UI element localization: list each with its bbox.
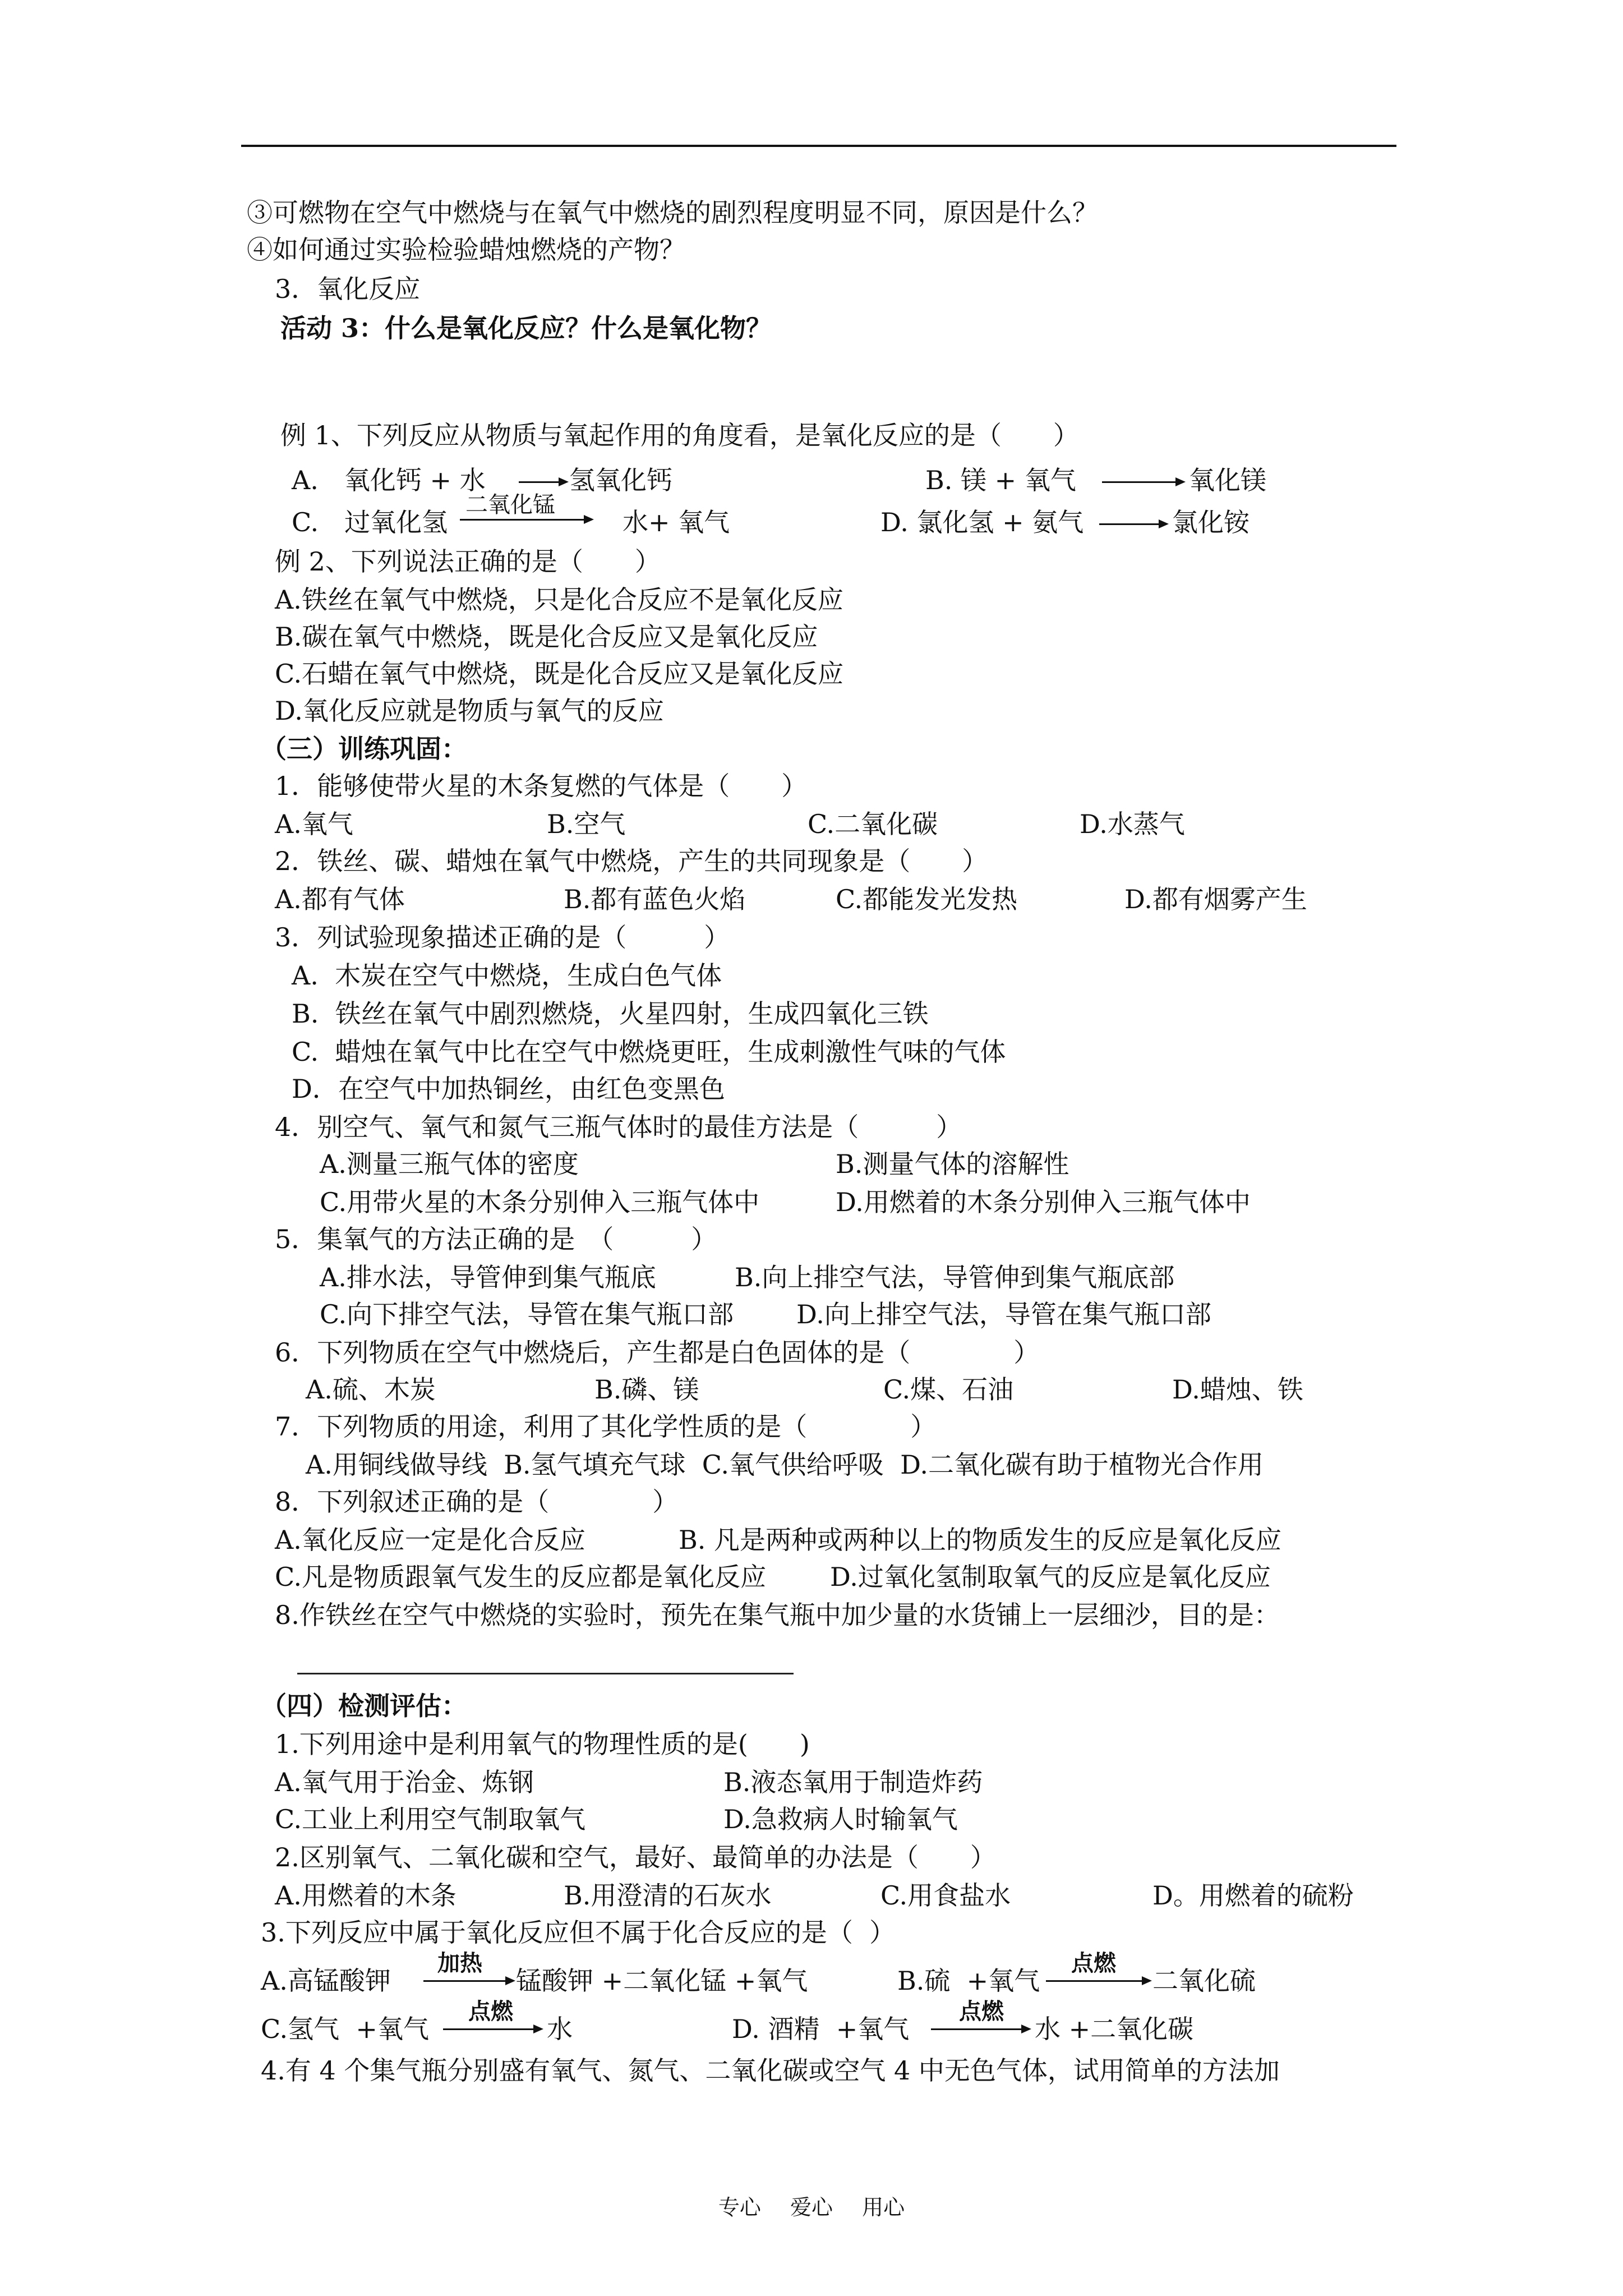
option: C.用食盐水 xyxy=(880,1880,1011,1911)
option-a: A.高锰酸钾 xyxy=(261,1966,391,1996)
question-line: ④如何通过实验检验蜡烛燃烧的产物？ xyxy=(247,234,685,265)
option: B.向上排空气法，导管伸到集气瓶底部 xyxy=(735,1262,1175,1292)
question: 1．能够使带火星的木条复燃的气体是（ ） xyxy=(275,771,808,801)
example-1: 例 1、下列反应从物质与氧起作用的角度看，是氧化反应的是（ ） xyxy=(280,420,1079,450)
example-2: 例 2、下列说法正确的是（ ） xyxy=(275,546,661,577)
option: C.用带火星的木条分别伸入三瓶气体中 xyxy=(320,1187,760,1217)
option: D.急救病人时输氧气 xyxy=(723,1804,958,1834)
question: 1.下列用途中是利用氧气的物理性质的是( ) xyxy=(275,1729,810,1759)
option-a: A. 氧化钙 + 水 xyxy=(292,465,486,495)
option: A. 木炭在空气中燃烧，生成白色气体 xyxy=(292,960,722,991)
option-row: A.用铜线做导线 B.氢气填充气球 C.氧气供给呼吸 D.二氧化碳有助于植物光合作用 xyxy=(306,1450,1264,1480)
option: A.都有气体 xyxy=(275,884,405,914)
option: C.工业上利用空气制取氧气 xyxy=(275,1804,586,1834)
page-footer: 专心 爱心 用心 xyxy=(718,2195,905,2220)
option: B.液态氧用于制造炸药 xyxy=(723,1767,983,1797)
option: C.二氧化碳 xyxy=(808,809,938,839)
option: A.测量三瓶气体的密度 xyxy=(320,1149,579,1179)
option-a-product: 锰酸钾 +二氧化锰 +氧气 xyxy=(516,1966,808,1996)
question: 4.有 4 个集气瓶分别盛有氧气、氮气、二氧化碳或空气 4 中无色气体，试用简单的方法加 xyxy=(261,2055,1280,2086)
option: A.用燃着的木条 xyxy=(275,1880,457,1911)
option: D.过氧化氢制取氧气的反应是氧化反应 xyxy=(830,1562,1271,1592)
question: 6．下列物质在空气中燃烧后，产生都是白色固体的是（ ） xyxy=(275,1337,1040,1368)
option: C.向下排空气法，导管在集气瓶口部 xyxy=(320,1299,734,1329)
question: 3.下列反应中属于氧化反应但不属于化合反应的是（ ） xyxy=(261,1917,896,1948)
option: A.氧气 xyxy=(275,809,353,839)
option-d: D. 酒精 +氧气 xyxy=(732,2014,910,2044)
option-b-product: 氧化镁 xyxy=(1189,465,1266,495)
option-b-product: 二氧化硫 xyxy=(1152,1966,1256,1996)
option-d-product: 氯化铵 xyxy=(1172,507,1249,537)
question: 8.作铁丝在空气中燃烧的实验时，预先在集气瓶中加少量的水货铺上一层细沙，目的是： xyxy=(275,1600,1280,1630)
reaction-arrow xyxy=(443,2028,541,2030)
option-c: C.氢气 +氧气 xyxy=(261,2014,429,2044)
option-b: B. 镁 + 氧气 xyxy=(925,465,1076,495)
option: A.排水法，导管伸到集气瓶底 xyxy=(320,1262,656,1292)
option: D．在空气中加热铜丝，由红色变黑色 xyxy=(292,1074,725,1104)
reaction-condition: 二氧化锰 xyxy=(465,492,555,518)
option: D.氧化反应就是物质与氧气的反应 xyxy=(275,696,664,726)
option: C.石蜡在氧气中燃烧，既是化合反应又是氧化反应 xyxy=(275,659,844,689)
reaction-arrow xyxy=(931,2028,1029,2030)
option: A.氧化反应一定是化合反应 xyxy=(275,1525,585,1555)
option-c-product: 水+ 氧气 xyxy=(623,507,730,537)
reaction-condition: 点燃 xyxy=(1071,1950,1116,1976)
option-c-product: 水 xyxy=(547,2014,573,2044)
answer-blank xyxy=(297,1673,794,1674)
option: C. 蜡烛在氧气中比在空气中燃烧更旺，生成刺激性气味的气体 xyxy=(292,1037,1006,1067)
option: A.氧气用于治金、炼钢 xyxy=(275,1767,534,1797)
option: B.磷、镁 xyxy=(594,1374,699,1405)
option-d: D. 氯化氢 + 氨气 xyxy=(880,507,1084,537)
reaction-condition: 点燃 xyxy=(959,1998,1004,2024)
option-a-product: 氢氧化钙 xyxy=(569,465,672,495)
reaction-arrow xyxy=(1099,523,1166,525)
section-heading: （三）训练巩固： xyxy=(261,734,467,764)
option: D。用燃着的硫粉 xyxy=(1152,1880,1354,1911)
option: C.都能发光发热 xyxy=(836,884,1018,914)
reaction-condition: 点燃 xyxy=(468,1998,513,2024)
question: 3．列试验现象描述正确的是（ ） xyxy=(275,922,730,953)
option: B.空气 xyxy=(547,809,626,839)
option: B. 凡是两种或两种以上的物质发生的反应是氧化反应 xyxy=(679,1525,1282,1555)
reaction-arrow xyxy=(423,1980,513,1982)
option-b: B.硫 +氧气 xyxy=(897,1966,1040,1996)
option: C.凡是物质跟氧气发生的反应都是氧化反应 xyxy=(275,1562,767,1592)
question: 2.区别氧气、二氧化碳和空气，最好、最简单的办法是（ ） xyxy=(275,1842,996,1872)
reaction-condition: 加热 xyxy=(437,1950,482,1976)
question: 8．下列叙述正确的是（ ） xyxy=(275,1487,679,1517)
option: D.蜡烛、铁 xyxy=(1172,1374,1303,1405)
option-d-product: 水 +二氧化碳 xyxy=(1035,2014,1194,2044)
option-c: C. 过氧化氢 xyxy=(292,507,448,537)
option: A.铁丝在氧气中燃烧，只是化合反应不是氧化反应 xyxy=(275,585,843,615)
option: C.煤、石油 xyxy=(883,1374,1014,1405)
reaction-arrow xyxy=(1102,481,1183,483)
section-heading: （四）检测评估： xyxy=(261,1691,467,1721)
option: B.都有蓝色火焰 xyxy=(564,884,746,914)
option: B. 铁丝在氧气中剧烈燃烧，火星四射，生成四氧化三铁 xyxy=(292,999,929,1029)
option: B.用澄清的石灰水 xyxy=(564,1880,772,1911)
question: 5．集氧气的方法正确的是 （ ） xyxy=(275,1224,717,1254)
header-rule xyxy=(241,145,1396,147)
option: D.都有烟雾产生 xyxy=(1124,884,1307,914)
question-line: ③可燃物在空气中燃烧与在氧气中燃烧的剧烈程度明显不同，原因是什么？ xyxy=(247,197,1098,228)
option: B.测量气体的溶解性 xyxy=(836,1149,1069,1179)
option: B.碳在氧气中燃烧，既是化合反应又是氧化反应 xyxy=(275,622,818,652)
option: D.用燃着的木条分别伸入三瓶气体中 xyxy=(836,1187,1251,1217)
question: 7．下列物质的用途，利用了其化学性质的是（ ） xyxy=(275,1411,937,1442)
reaction-arrow xyxy=(519,481,566,483)
question: 4．别空气、氧气和氮气三瓶气体时的最佳方法是（ ） xyxy=(275,1112,962,1142)
reaction-arrow xyxy=(460,519,592,521)
section-heading: 3．氧化反应 xyxy=(275,274,421,304)
reaction-arrow xyxy=(1046,1980,1150,1982)
question: 2．铁丝、碳、蜡烛在氧气中燃烧，产生的共同现象是（ ） xyxy=(275,846,988,876)
option: D.向上排空气法，导管在集气瓶口部 xyxy=(796,1299,1211,1329)
option: D.水蒸气 xyxy=(1080,809,1185,839)
activity-heading: 活动 3：什么是氧化反应？什么是氧化物？ xyxy=(280,313,772,343)
option: A.硫、木炭 xyxy=(306,1374,436,1405)
